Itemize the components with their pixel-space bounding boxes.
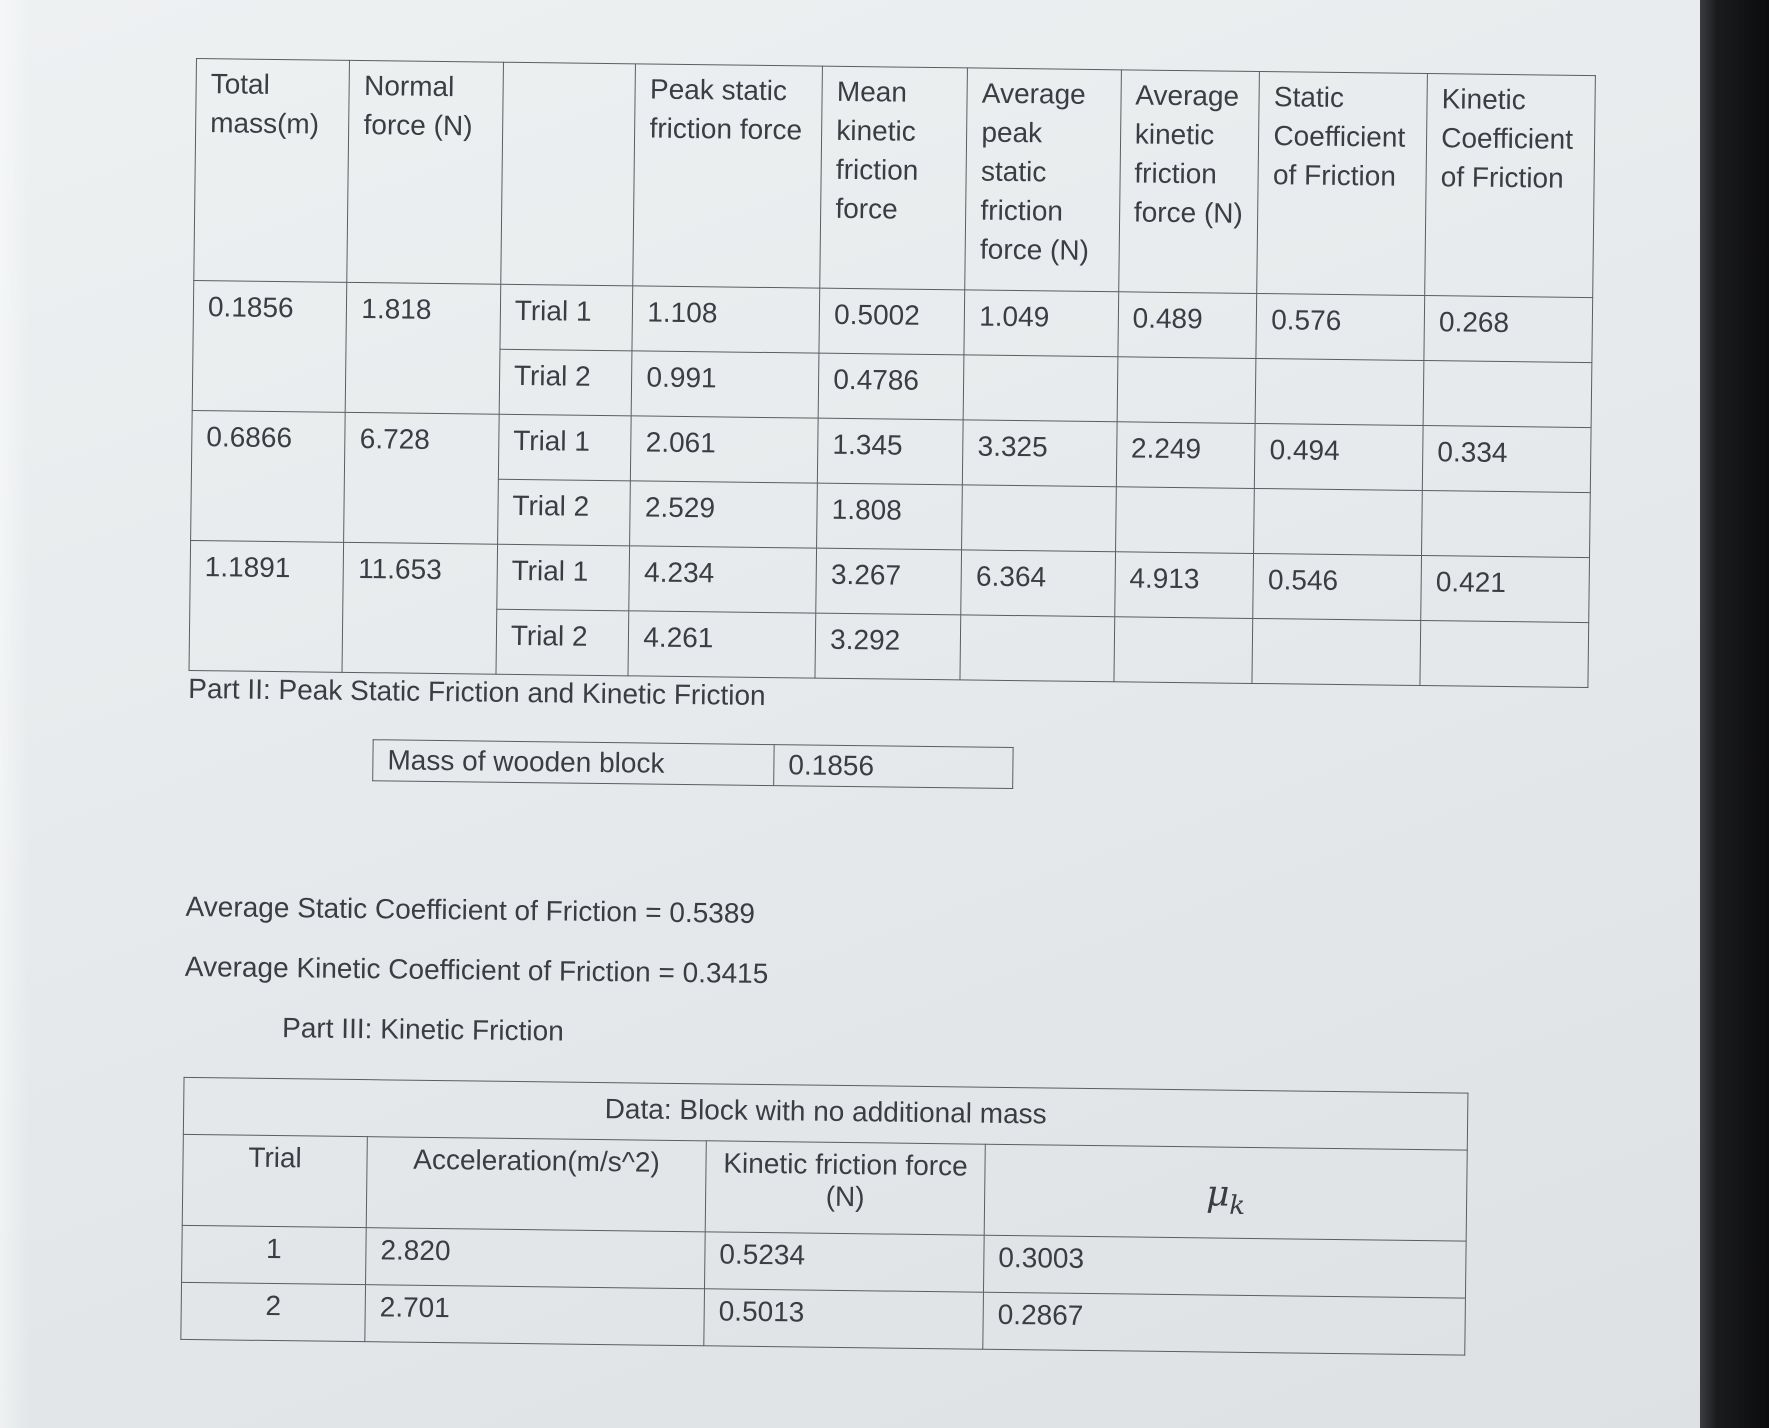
mean-cell: 0.5002 bbox=[819, 288, 965, 355]
empty-cell bbox=[1423, 361, 1592, 428]
header-trial: Trial bbox=[182, 1134, 367, 1227]
empty-cell bbox=[1117, 357, 1256, 424]
trial-label: Trial 1 bbox=[497, 544, 630, 611]
monitor-bezel bbox=[1700, 0, 1769, 1428]
mu-k-symbol: $\mu_k$ bbox=[1205, 1173, 1246, 1222]
friction-data-table bbox=[189, 58, 1596, 688]
static-coef-cell: 0.494 bbox=[1255, 423, 1424, 490]
table-row bbox=[373, 740, 1013, 789]
header-mean-kinetic: Mean kinetic friction force bbox=[820, 66, 968, 290]
mean-cell: 0.4786 bbox=[818, 353, 964, 420]
trial-label: Trial 2 bbox=[497, 479, 630, 546]
header-static-coef: Static Coefficient of Friction bbox=[1257, 71, 1428, 295]
normal-force-cell: 1.818 bbox=[346, 282, 501, 414]
header-avg-kinetic: Average kinetic friction force (N) bbox=[1118, 70, 1259, 294]
avg-peak-cell: 1.049 bbox=[964, 290, 1118, 357]
part2-title: Part II: Peak Static Friction and Kinetic Friction bbox=[188, 672, 766, 712]
acceleration-cell: 2.820 bbox=[366, 1228, 706, 1289]
mean-cell: 3.267 bbox=[816, 548, 962, 615]
mean-cell: 1.808 bbox=[817, 483, 963, 550]
empty-cell bbox=[960, 615, 1114, 682]
peak-cell: 2.061 bbox=[631, 416, 819, 483]
kinetic-coef-cell: 0.421 bbox=[1421, 556, 1590, 623]
empty-cell bbox=[1252, 618, 1421, 685]
header-avg-peak-static: Average peak static friction force (N) bbox=[965, 68, 1121, 292]
table-header-row bbox=[194, 59, 1596, 298]
mu-cell: 0.3003 bbox=[983, 1235, 1466, 1298]
normal-force-cell: 11.653 bbox=[342, 542, 497, 674]
mass-table bbox=[372, 739, 1013, 789]
kinetic-coef-cell: 0.268 bbox=[1424, 296, 1593, 363]
header-normal-force: Normal force (N) bbox=[347, 60, 503, 284]
peak-cell: 0.991 bbox=[632, 351, 820, 418]
avg-peak-cell: 3.325 bbox=[963, 420, 1117, 487]
mass-cell: 0.1856 bbox=[192, 280, 347, 412]
avg-kinetic-cell: 0.489 bbox=[1118, 292, 1257, 359]
avg-kinetic-cell: 4.913 bbox=[1114, 552, 1253, 619]
normal-force-cell: 6.728 bbox=[344, 412, 499, 544]
force-cell: 0.5013 bbox=[704, 1289, 984, 1349]
acceleration-cell: 2.701 bbox=[365, 1285, 705, 1346]
peak-cell: 4.234 bbox=[629, 546, 817, 613]
mass-label: Mass of wooden block bbox=[373, 740, 774, 786]
mass-cell: 1.1891 bbox=[189, 540, 344, 672]
header-trial bbox=[501, 62, 636, 286]
empty-cell bbox=[1420, 621, 1589, 688]
kinetic-friction-table bbox=[180, 1077, 1468, 1356]
empty-cell bbox=[1255, 358, 1424, 425]
mass-cell: 0.6866 bbox=[191, 410, 346, 542]
trial-label: Trial 2 bbox=[499, 349, 632, 416]
avg-kinetic-cell: 2.249 bbox=[1116, 422, 1255, 489]
empty-cell bbox=[1254, 488, 1423, 555]
trial-label: Trial 2 bbox=[496, 609, 629, 676]
trial-cell: 2 bbox=[181, 1282, 366, 1341]
header-kinetic-coef: Kinetic Coefficient of Friction bbox=[1425, 74, 1596, 298]
header-kinetic-force: Kinetic friction force (N) bbox=[705, 1141, 985, 1235]
empty-cell bbox=[1115, 487, 1254, 554]
empty-cell bbox=[1114, 617, 1253, 684]
trial-label: Trial 1 bbox=[500, 284, 633, 351]
trial-cell: 1 bbox=[182, 1225, 367, 1284]
mu-cell: 0.2867 bbox=[983, 1292, 1466, 1355]
document-page bbox=[180, 58, 1596, 1357]
avg-peak-cell: 6.364 bbox=[961, 550, 1115, 617]
peak-cell: 4.261 bbox=[628, 611, 816, 678]
empty-cell bbox=[963, 355, 1117, 422]
kinetic-coef-cell: 0.334 bbox=[1422, 426, 1591, 493]
screen-glare bbox=[0, 0, 30, 1428]
header-total-mass: Total mass(m) bbox=[194, 59, 350, 283]
avg-kinetic-coefficient: Average Kinetic Coefficient of Friction = 0.3415 bbox=[184, 950, 769, 990]
table-header-row bbox=[182, 1134, 1467, 1241]
peak-cell: 2.529 bbox=[630, 481, 818, 548]
mean-cell: 1.345 bbox=[818, 418, 964, 485]
header-mu-k bbox=[984, 1144, 1467, 1241]
header-peak-static: Peak static friction force bbox=[633, 64, 823, 288]
empty-cell bbox=[1422, 491, 1591, 558]
mass-value: 0.1856 bbox=[774, 745, 1013, 789]
avg-static-coefficient: Average Static Coefficient of Friction = 0.5389 bbox=[185, 890, 756, 929]
static-coef-cell: 0.546 bbox=[1253, 553, 1422, 620]
trial-label: Trial 1 bbox=[498, 414, 631, 481]
header-acceleration: Acceleration(m/s^2) bbox=[366, 1137, 706, 1232]
table-caption: Data: Block with no additional mass bbox=[183, 1077, 1468, 1150]
part3-title: Part III: Kinetic Friction bbox=[281, 1012, 564, 1047]
empty-cell bbox=[962, 485, 1116, 552]
static-coef-cell: 0.576 bbox=[1256, 293, 1425, 360]
peak-cell: 1.108 bbox=[632, 286, 820, 353]
mean-cell: 3.292 bbox=[815, 613, 961, 680]
force-cell: 0.5234 bbox=[705, 1232, 985, 1292]
